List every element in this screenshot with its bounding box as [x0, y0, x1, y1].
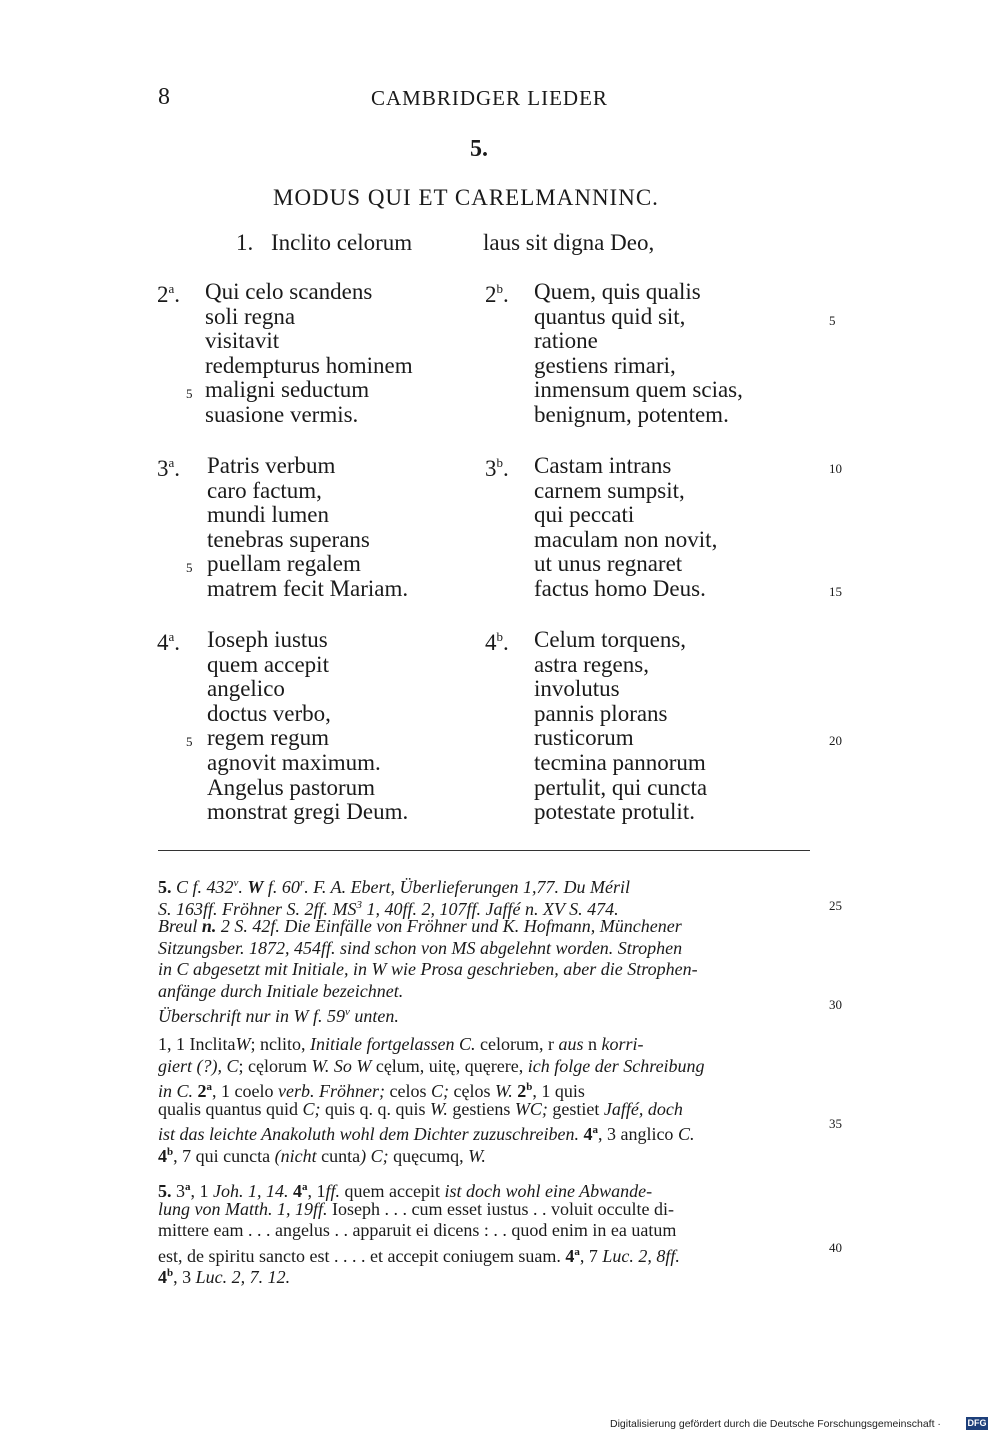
apparatus-segment: 1, 1 Inclita: [158, 1034, 236, 1054]
apparatus-segment: n: [583, 1034, 602, 1054]
verse-line: tenebras superans: [207, 526, 370, 552]
running-head: CAMBRIDGER LIEDER: [371, 86, 608, 110]
apparatus-variants: [158, 1034, 813, 1166]
apparatus-segment: W.: [494, 1081, 513, 1101]
apparatus-segment: quęcumq,: [388, 1145, 469, 1166]
verse-line: mundi lumen: [207, 502, 330, 528]
apparatus-segment: , 3 anglico: [597, 1124, 678, 1144]
verse-line: agnovit maximum.: [207, 749, 381, 775]
footnote-rule: [158, 850, 810, 851]
stanza-3a: [207, 454, 408, 602]
verse-line: visitavit: [205, 328, 280, 354]
apparatus-segment: ; nclito,: [250, 1034, 310, 1054]
apparatus-line: [158, 873, 813, 895]
digitization-credit: Digitalisierung gefördert durch die Deutsche Forschungsgemeinschaft ·: [610, 1418, 941, 1430]
apparatus-segment: 3: [171, 1181, 185, 1201]
verse-line: matrem fecit Mariam.: [207, 575, 409, 601]
apparatus-segment: W: [247, 877, 264, 897]
verse-line: Celum torquens,: [534, 627, 687, 652]
verse-line: ratione: [534, 328, 598, 354]
apparatus-segment: ) C;: [360, 1145, 389, 1166]
apparatus-segment: Joh. 1, 14.: [213, 1181, 289, 1201]
apparatus-segment: W.: [430, 1098, 448, 1119]
apparatus-segment: qualis quantus quid: [158, 1098, 303, 1119]
verse-line: benignum, potentem.: [534, 401, 729, 427]
stanza-3b: [534, 454, 717, 602]
apparatus-segment: aus: [558, 1034, 584, 1054]
verse-line: monstrat gregi Deum.: [207, 799, 409, 825]
apparatus-segment: Ioseph . . . cum esset iustus . . voluit occulte di-: [327, 1198, 674, 1219]
apparatus-segment: a: [185, 1181, 191, 1193]
apparatus-segment: verb. Fröhner;: [278, 1081, 385, 1101]
strophe-label-4a: 4$^a$.: [157, 629, 181, 655]
apparatus-line: [158, 1177, 813, 1199]
apparatus-segment: f. 60: [263, 877, 300, 897]
line1-right-text: laus sit digna Deo,: [483, 230, 655, 255]
margin-line-number: 15: [829, 584, 842, 599]
apparatus-segment: anfänge durch Initiale bezeichnet.: [158, 980, 404, 1001]
apparatus-segment: b: [167, 1267, 174, 1279]
apparatus-segment: ich folge der Schreibung: [527, 1055, 705, 1076]
verse-line: puellam regalem: [207, 551, 361, 577]
apparatus-segment: a: [592, 1124, 598, 1136]
poem-title: MODUS QUI ET CARELMANNINC.: [273, 185, 659, 210]
apparatus-line: [158, 1142, 813, 1164]
apparatus-segment: a: [574, 1245, 580, 1258]
verse-line: qui peccati: [534, 502, 635, 528]
apparatus-line: [158, 1099, 813, 1121]
apparatus-segment: W.: [468, 1145, 486, 1166]
verse-line: inmensum quem scias,: [534, 377, 743, 403]
verse-line: regem regum: [207, 725, 329, 751]
verse-line: caro factum,: [207, 477, 322, 503]
apparatus-segment: , 1 quis: [532, 1081, 585, 1101]
apparatus-line: [158, 1002, 813, 1024]
stanza-4b: [534, 628, 707, 825]
apparatus-segment: r: [299, 877, 305, 889]
apparatus-segment: WC;: [514, 1098, 548, 1119]
apparatus-segment: unten.: [349, 1006, 399, 1026]
apparatus-segment: ist doch wohl eine Abwande-: [444, 1181, 653, 1201]
apparatus-line: [158, 1220, 813, 1242]
apparatus-segment: , 7: [579, 1245, 603, 1266]
apparatus-segment: 4: [565, 1245, 575, 1266]
verse-line: soli regna: [205, 303, 296, 329]
apparatus-segment: 4: [158, 1145, 167, 1166]
margin-line-number: 35: [829, 1116, 842, 1131]
apparatus-segment: korri-: [601, 1034, 644, 1054]
apparatus-line: [158, 916, 813, 938]
apparatus-segment: 4: [158, 1267, 167, 1287]
apparatus-segment: 4: [293, 1181, 302, 1201]
apparatus-line: [158, 1263, 813, 1285]
margin-line-number: 40: [829, 1240, 842, 1255]
verse-line: tecmina pannorum: [534, 749, 706, 775]
apparatus-segment: Luc. 2, 7. 12.: [195, 1267, 291, 1287]
apparatus-segment: quem accepit: [340, 1181, 445, 1201]
apparatus-segment: Luc. 2, 8ff.: [602, 1245, 680, 1266]
verse-line: angelico: [207, 676, 285, 702]
verse-line: factus homo Deus.: [534, 575, 706, 601]
strophe-label-2a: 2$^a$.: [157, 281, 181, 307]
apparatus-segment: gestiens: [447, 1098, 515, 1119]
apparatus-segment: cunta: [316, 1145, 361, 1166]
verse-line: Patris verbum: [207, 453, 336, 478]
apparatus-references: [158, 1177, 813, 1285]
apparatus-segment: est, de spiritu sancto est . . . . et accepit coniugem suam.: [158, 1245, 566, 1266]
line1-number: 1.: [236, 230, 254, 255]
strophe-label-3a: 3$^a$.: [157, 455, 181, 481]
margin-line-number: 30: [829, 997, 842, 1012]
apparatus-line: [158, 938, 813, 960]
apparatus-segment: 2 S. 42f. Die Einfälle von Fröhner und K. Hofmann, Münchener: [216, 916, 682, 936]
apparatus-segment: ; cęlorum: [238, 1055, 312, 1076]
apparatus-segment: v: [345, 1006, 350, 1018]
apparatus-segment: C.: [677, 1124, 695, 1144]
verse-line: suasione vermis.: [205, 401, 359, 427]
margin-line-number: 25: [829, 898, 842, 913]
apparatus-segment: in C abgesetzt mit Initiale, in W wie Prosa geschrieben, aber die Strophen-: [158, 959, 698, 979]
margin-line-number: 5: [829, 313, 836, 328]
apparatus-segment: 4: [583, 1124, 593, 1144]
verse-line: rusticorum: [534, 725, 634, 751]
apparatus-segment: lung von Matth. 1, 19ff.: [158, 1198, 328, 1219]
apparatus-line: [158, 981, 813, 1003]
apparatus-segment: , 3: [173, 1267, 196, 1287]
apparatus-segment: cęlos: [448, 1081, 495, 1101]
verse-line: ut unus regnaret: [534, 551, 683, 577]
apparatus-segment: S. 163ff. Fröhner S. 2ff. MS: [158, 898, 357, 919]
apparatus-segment: b: [167, 1145, 174, 1158]
apparatus-segment: , 1: [190, 1181, 213, 1201]
apparatus-segment: giert (?), C: [158, 1055, 239, 1076]
verse-line: potestate protulit.: [534, 799, 695, 825]
apparatus-segment: Jaffé, doch: [603, 1098, 683, 1119]
apparatus-segment: gestiet: [547, 1098, 604, 1119]
verse-line: pertulit, qui cuncta: [534, 774, 708, 800]
apparatus-segment: C f. 432: [171, 877, 234, 897]
inner-line-number: 5: [186, 560, 193, 575]
apparatus-segment: C;: [302, 1098, 321, 1119]
apparatus-line: [158, 1199, 813, 1221]
verse-line: gestiens rimari,: [534, 352, 676, 378]
line1-left-text: Inclito celorum: [271, 230, 413, 255]
verse-line: maligni seductum: [205, 377, 370, 403]
verse-line: quantus quid sit,: [534, 303, 686, 329]
inner-line-number: 5: [186, 386, 193, 401]
inner-line-number: 5: [186, 734, 193, 749]
stanza-4a: [207, 628, 408, 825]
apparatus-segment: 2: [197, 1081, 207, 1101]
apparatus-sources: [158, 873, 813, 1024]
apparatus-segment: a: [302, 1181, 308, 1193]
apparatus-segment: .: [238, 877, 248, 897]
verse-line: carnem sumpsit,: [534, 477, 685, 503]
apparatus-segment: quis q. q. quis: [320, 1098, 431, 1119]
apparatus-line: [158, 1242, 813, 1264]
apparatus-segment: 3: [356, 898, 362, 911]
verse-line: doctus verbo,: [207, 700, 331, 726]
apparatus-segment: mittere eam . . . angelus . . apparuit ei dicens : . . quod enim in ea uatum: [158, 1220, 677, 1240]
verse-line: quem accepit: [207, 651, 329, 677]
apparatus-line: [158, 895, 813, 917]
apparatus-segment: Initiale fortgelassen C.: [309, 1034, 476, 1054]
verse-line: Angelus pastorum: [207, 774, 376, 800]
verse-line: maculam non novit,: [534, 526, 718, 552]
apparatus-segment: C;: [430, 1081, 449, 1101]
apparatus-segment: v: [233, 877, 239, 889]
apparatus-segment: (nicht: [274, 1145, 317, 1166]
apparatus-segment: . F. A. Ebert, Überlieferungen 1,77. Du Méril: [304, 877, 631, 897]
apparatus-segment: Breul: [158, 916, 202, 936]
apparatus-segment: 5.: [158, 877, 172, 897]
apparatus-segment: 5.: [158, 1181, 172, 1201]
apparatus-line: [158, 1034, 813, 1056]
apparatus-segment: , 7 qui cuncta: [173, 1145, 275, 1166]
verse-line: Quem, quis qualis: [534, 279, 701, 304]
apparatus-line: [158, 1120, 813, 1142]
apparatus-line: [158, 1077, 813, 1099]
apparatus-segment: , 1: [307, 1181, 326, 1201]
section-number: 5.: [470, 136, 488, 162]
apparatus-segment: Sitzungsber. 1872, 454ff. sind schon von MS abgelehnt worden. Strophen: [158, 937, 683, 958]
apparatus-segment: celos: [384, 1081, 431, 1101]
apparatus-segment: in C.: [158, 1081, 194, 1101]
verse-line: involutus: [534, 676, 620, 702]
strophe-label-4b: 4$^b$.: [485, 629, 509, 655]
verse-line: redempturus hominem: [205, 352, 413, 378]
apparatus-segment: cęlum, uitę, quęrere,: [371, 1055, 528, 1076]
margin-line-number: 20: [829, 733, 842, 748]
apparatus-segment: , 1 coelo: [212, 1081, 278, 1101]
verse-line: astra regens,: [534, 651, 649, 677]
apparatus-segment: ff.: [325, 1181, 341, 1201]
apparatus-segment: celorum, r: [475, 1034, 559, 1054]
verse-line: Ioseph iustus: [207, 627, 328, 652]
apparatus-segment: Überschrift nur in W f. 59: [158, 1006, 345, 1026]
strophe-label-2b: 2$^b$.: [485, 281, 509, 307]
apparatus-segment: W. So W: [311, 1055, 372, 1076]
verse-line: Castam intrans: [534, 453, 672, 478]
apparatus-segment: a: [206, 1081, 213, 1093]
apparatus-segment: 1, 40ff. 2, 107ff. Jaffé n. XV S. 474.: [362, 898, 619, 919]
apparatus-segment: W: [235, 1034, 251, 1054]
verse-line: pannis plorans: [534, 700, 668, 726]
stanza-2b: [534, 280, 743, 428]
stanza-2a: [205, 280, 413, 428]
apparatus-segment: ist das leichte Anakoluth wohl dem Dichter zuzuschreiben.: [158, 1124, 579, 1144]
apparatus-line: [158, 1056, 813, 1078]
apparatus-line: [158, 959, 813, 981]
margin-line-number: 10: [829, 461, 842, 476]
apparatus-segment: n.: [201, 916, 217, 936]
apparatus-segment: b: [526, 1081, 533, 1093]
apparatus-segment: 2: [517, 1081, 527, 1101]
strophe-label-3b: 3$^b$.: [485, 455, 509, 481]
page-number: 8: [158, 84, 170, 110]
dfg-logo: DFG: [967, 1418, 987, 1428]
verse-line: Qui celo scandens: [205, 279, 373, 304]
